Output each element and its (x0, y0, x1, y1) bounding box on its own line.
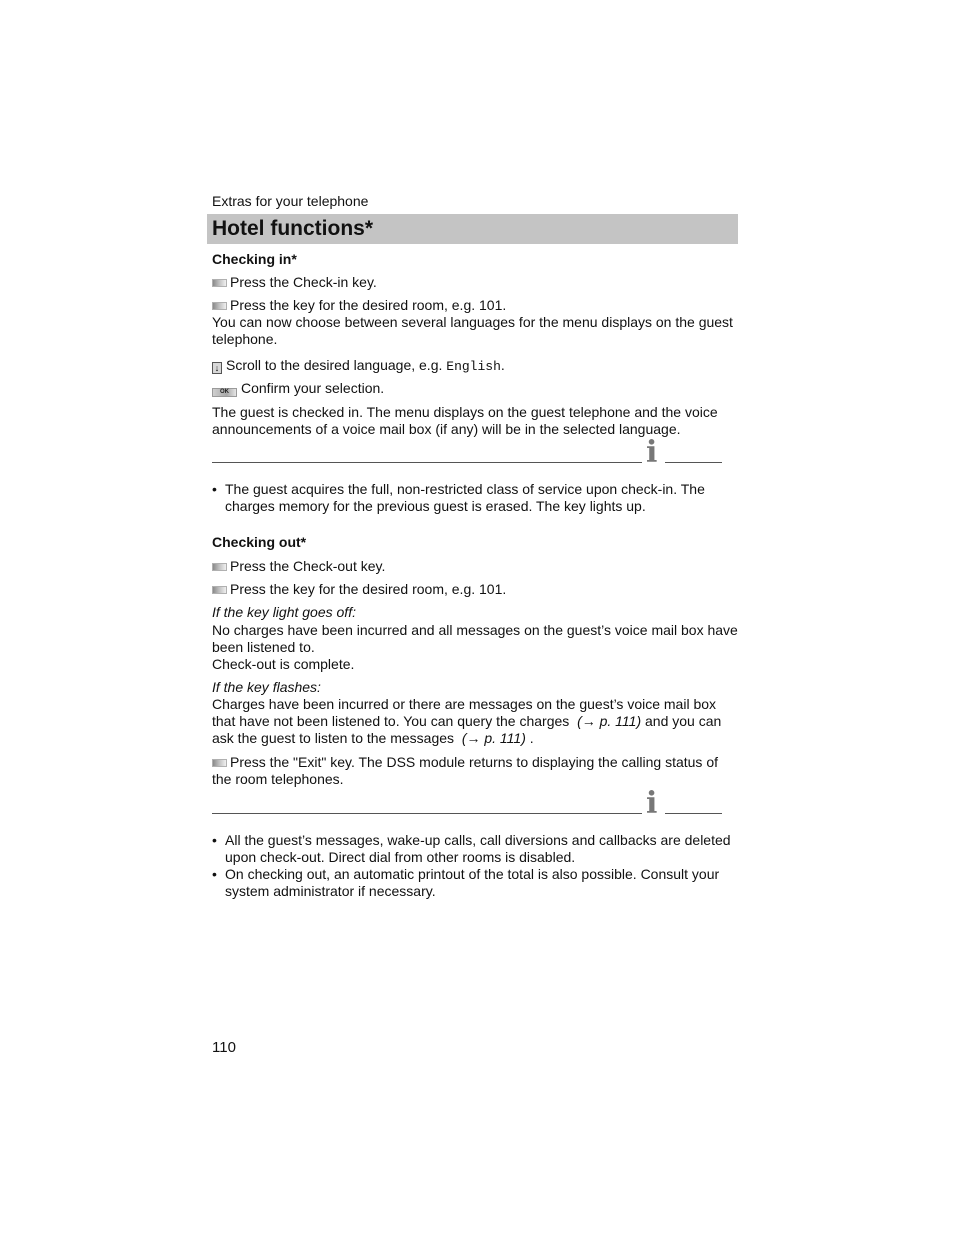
function-key-icon (212, 302, 227, 310)
checkout-step-1 (212, 558, 738, 575)
checkin-step-3-text: Scroll to the desired language, e.g. (226, 357, 443, 373)
checkin-step-3 (212, 357, 738, 375)
page-reference-charges: (→ p. 111) (577, 713, 642, 729)
checkout-note-2: • On checking out, an automatic printout of the total is also possible. Consult your system administrator if necessary. (212, 866, 738, 900)
function-key-icon (212, 563, 227, 571)
case-flashes-label: If the key flashes: (212, 679, 321, 695)
checkin-step-4-text: Confirm your selection. (241, 380, 385, 396)
case-flashes-text-a: Charges have been incurred or there are messages on the guest’s voice mail box that have not been listened to. You can query the charges (212, 696, 717, 729)
title-bar (207, 214, 738, 244)
checkin-step-3-end: . (500, 357, 505, 373)
scroll-key-icon: ↓ (212, 362, 222, 374)
page-number: 110 (212, 1039, 236, 1056)
info-divider (212, 435, 722, 470)
language-value: English (446, 359, 501, 374)
case-flashes-text-c: . (529, 730, 534, 746)
checkout-complete-text: Check-out is complete. (212, 656, 355, 672)
checkin-paragraph-2: The guest is checked in. The menu displays on the guest telephone and the voice announcements of a voice mail box (if any) will be in the selected language. (212, 404, 718, 437)
checkout-note-1: • All the guest’s messages, wake-up calls, call diversions and callbacks are deleted upon check-out. Direct dial from other rooms is disabled. (212, 832, 738, 866)
checkin-step-1 (212, 274, 738, 291)
ok-key-icon: OK (212, 388, 237, 397)
checkout-heading: Checking out* (212, 534, 307, 550)
case-light-off-label: If the key light goes off: (212, 604, 356, 620)
checkin-step-2-text: Press the key for the desired room, e.g. 101. (230, 297, 507, 313)
case-flashes-text-b: and you can ask the guest to listen to the messages (212, 713, 722, 746)
info-icon: i (646, 786, 658, 821)
case-light-off-text: No charges have been incurred and all messages on the guest’s voice mail box have been listened to. (212, 622, 738, 655)
checkin-step-2 (212, 297, 738, 314)
checkout-step-2-text: Press the key for the desired room, e.g. 101. (230, 581, 507, 597)
function-key-icon (212, 279, 227, 287)
checkout-step-1-text: Press the Check-out key. (230, 558, 386, 574)
case-flashes-text (212, 696, 738, 747)
checkin-step-1-text: Press the Check-in key. (230, 274, 377, 290)
checkout-step-3-text: Press the "Exit" key. The DSS module returns to displaying the calling status of the room telephones. (212, 754, 718, 787)
checkin-step-4 (212, 380, 738, 397)
function-key-icon (212, 759, 227, 767)
section-label: Extras for your telephone (212, 193, 369, 209)
checkout-step-3 (212, 754, 738, 788)
info-divider (212, 786, 722, 821)
checkin-note: • The guest acquires the full, non-restricted class of service upon check-in. The charges memory for the previous guest is erased. The key lights up. (212, 481, 738, 515)
checkout-step-2 (212, 581, 738, 598)
info-icon: i (646, 435, 658, 470)
page-title: Hotel functions* (212, 217, 373, 240)
function-key-icon (212, 586, 227, 594)
checkin-heading: Checking in* (212, 251, 297, 267)
checkin-paragraph-1: You can now choose between several languages for the menu displays on the guest telephone. (212, 314, 733, 347)
page-reference-messages: (→ p. 111) (461, 730, 526, 746)
